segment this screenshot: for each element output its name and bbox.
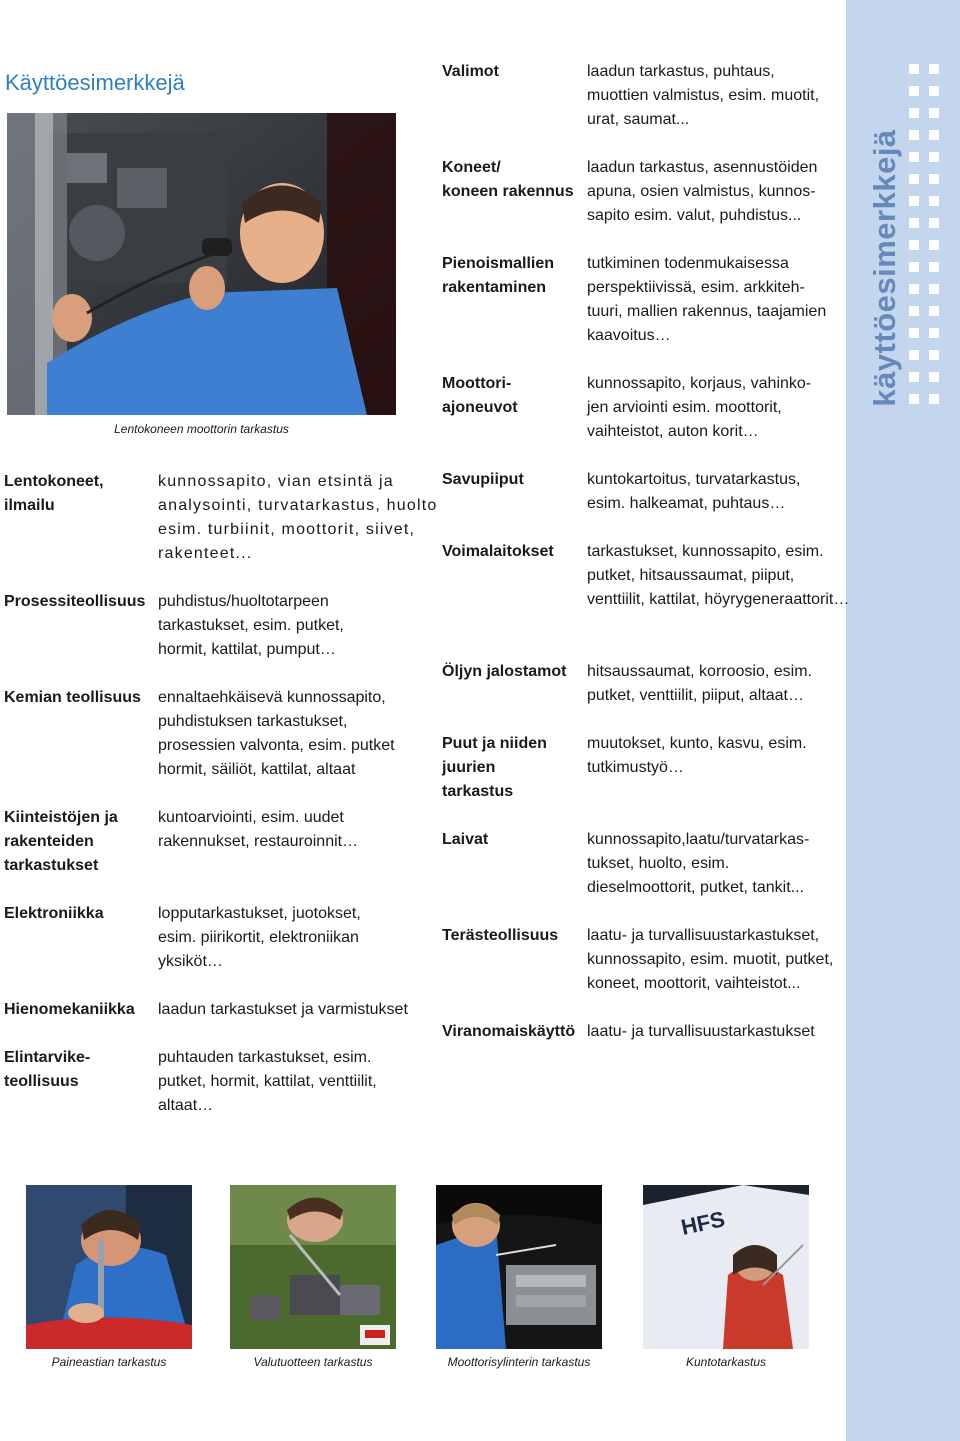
sidebar-squares-right [929,64,941,416]
term-viranomaiskaytto: Viranomaiskäyttö [442,1023,576,1040]
desc-lentokoneet: kunnossapito, vian etsintä ja analysointi, turvatarkastus, huolto esim. turbiinit, moottorit, siivet, rakenteet... [158,473,438,562]
page-heading: Käyttöesimerkkejä [5,70,185,95]
term-moottoriajoneuvot: Moottori- ajoneuvot [442,375,518,416]
desc-moottoriajoneuvot: kunnossapito, korjaus, vahinko- jen arviointi esim. moottorit, vaihteistot, auton korit… [587,375,812,440]
term-valimot: Valimot [442,63,499,80]
desc-puut: muutokset, kunto, kasvu, esim. tutkimustyö… [587,735,807,776]
term-kemian-teollisuus: Kemian teollisuus [4,689,141,706]
term-puut: Puut ja niiden juurien tarkastus [442,735,547,800]
term-laivat: Laivat [442,831,489,848]
desc-prosessiteollisuus: puhdistus/huoltotarpeen tarkastukset, esim. putket, hormit, kattilat, pumput… [158,593,344,658]
desc-kiinteistojen: kuntoarviointi, esim. uudet rakennukset, restauroinnit… [158,809,359,850]
desc-elintarviketeollisuus: puhtauden tarkastukset, esim. putket, hormit, kattilat, venttiilit, altaat… [158,1049,377,1114]
desc-oljyn-jalostamot: hitsaussaumat, korroosio, esim. putket, venttiilit, piiput, altaat… [587,663,812,704]
desc-laivat: kunnossapito,laatu/turvatarkas- tukset, huolto, esim. dieselmoottorit, putket, tankit... [587,831,810,896]
term-koneet: Koneet/ koneen rakennus [442,159,574,200]
desc-koneet: laadun tarkastus, asennustöiden apuna, osien valmistus, kunnos- sapito esim. valut, puhdistus... [587,159,818,224]
desc-terasteollisuus: laatu- ja turvallisuustarkastukset, kunnossapito, esim. muotit, putket, koneet, moottorit, vaihteistot... [587,927,834,992]
term-kiinteistojen: Kiinteistöjen ja rakenteiden tarkastukset [4,809,118,874]
term-elektroniikka: Elektroniikka [4,905,104,922]
term-elintarviketeollisuus: Elintarvike- teollisuus [4,1049,91,1090]
pressure-vessel-photo [26,1185,192,1349]
main-photo-caption: Lentokoneen moottorin tarkastus [114,422,289,436]
term-pienoismallien: Pienoismallien rakentaminen [442,255,555,296]
desc-savupiiput: kuntokartoitus, turvatarkastus, esim. halkeamat, puhtaus… [587,471,801,512]
truck-logo: HFS [678,1206,728,1240]
engine-inspection-photo [7,113,396,415]
desc-valimot: laadun tarkastus, puhtaus, muottien valmistus, esim. muotit, urat, saumat... [587,63,820,128]
condition-inspection-photo [643,1185,809,1349]
caption-pressure-vessel: Paineastian tarkastus [51,1355,167,1369]
term-oljyn-jalostamot: Öljyn jalostamot [442,663,567,680]
engine-cylinder-photo [436,1185,602,1349]
desc-hienomekaniikka: laadun tarkastukset ja varmistukset [158,1001,408,1018]
desc-voimalaitokset: tarkastukset, kunnossapito, esim. putket, hitsaussaumat, piiput, venttiilit, kattilat, höyrygeneraattorit… [587,543,850,608]
desc-kemian-teollisuus: ennaltaehkäisevä kunnossapito, puhdistuksen tarkastukset, prosessien valvonta, esim. putket hormit, säiliöt, kattilat, altaat [158,689,395,778]
casting-product-photo [230,1185,396,1349]
sidebar-title: käyttöesimerkkejä [867,129,902,407]
term-terasteollisuus: Terästeollisuus [442,927,559,944]
term-savupiiput: Savupiiput [442,471,524,488]
desc-pienoismallien: tutkiminen todenmukaisessa perspektiivissä, esim. arkkiteh- tuuri, mallien rakennus, taajamien kaavoitus… [587,255,827,344]
caption-condition-inspection: Kuntotarkastus [685,1355,767,1369]
term-voimalaitokset: Voimalaitokset [442,543,554,560]
caption-engine-cylinder: Moottorisylinterin tarkastus [447,1355,591,1369]
term-lentokoneet: Lentokoneet, ilmailu [4,473,104,514]
caption-casting-product: Valutuotteen tarkastus [253,1355,373,1369]
sidebar-squares-left [909,64,921,416]
desc-viranomaiskaytto: laatu- ja turvallisuustarkastukset [587,1023,815,1040]
sidebar-band [846,0,960,1441]
desc-elektroniikka: lopputarkastukset, juotokset, esim. piirikortit, elektroniikan yksiköt… [158,905,361,970]
term-hienomekaniikka: Hienomekaniikka [4,1001,135,1018]
term-prosessiteollisuus: Prosessiteollisuus [4,593,146,610]
